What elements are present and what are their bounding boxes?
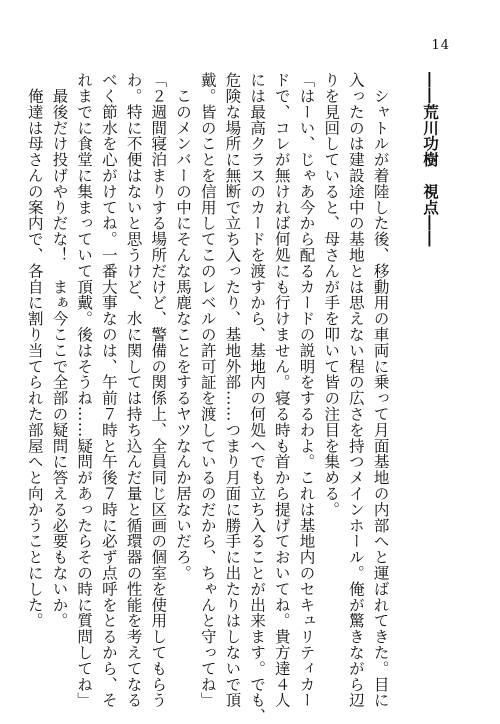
text-line: ドで、コレが無ければ何処にも行けません。寝る時も首から提げておいてね。貴方達４人	[272, 72, 291, 708]
text-line: れまでに食堂に集まっていて頂戴。後はそうね……疑問があったらその時に質問してね」	[75, 72, 94, 708]
blank-line	[393, 72, 418, 672]
section-header: ――荒川功樹 視点――	[421, 72, 440, 247]
text-line: 「２週間寝泊まりする場所だけど、警備の関係上、全員同じ区画の個室を使用してもらう	[149, 72, 168, 708]
text-line: このメンバーの中にそんな馬鹿なことをするヤツなんか居ないだろ。	[173, 72, 192, 581]
text-line: 「はーい、じゃあ今から配るカードの説明をするわよ。これは基地内のセキュリティカー	[297, 72, 316, 708]
text-line: シャトルが着陸した後、移動用の車両に乗って月面基地の内部へと運ばれてきた。目に	[371, 72, 390, 708]
novel-text-block	[22, 72, 442, 724]
text-line: 戴。皆のことを信用してこのレベルの許可証を渡しているのだから、ちゃんと守ってね」	[198, 72, 217, 708]
text-line: 最後だけ投げやりだな！ まぁ今ここで全部の疑問に答える必要もないか。	[50, 72, 69, 629]
text-line: べく節水を心がけてね。一番大事なのは、午前７時と午後７時に必ず点呼をとるから、そ	[99, 72, 118, 708]
text-line: 危険な場所に無断で立ち入ったり、基地外部……つまり月面に勝手に出たりはしないで頂	[223, 72, 242, 708]
text-line: りを見回していると、母さんが手を叩いて皆の注目を集める。	[322, 72, 341, 518]
page-number: 14	[431, 38, 450, 53]
text-line: 俺達は母さんの案内で、各自に割り当てられた部屋へと向かうことにした。	[25, 72, 44, 629]
text-line: わ。特に不便はないと思うけど、水に関しては持ち込んだ量と循環器の性能を考えてなる	[124, 72, 143, 708]
text-line: には最高クラスのカードを渡すから、基地内の何処へでも立ち入ることが出来ます。でも、	[248, 72, 267, 724]
text-line: 入ったのは建設途中の基地とは思えない程の広さを持つメインホール。俺が驚きながら辺	[346, 72, 365, 708]
